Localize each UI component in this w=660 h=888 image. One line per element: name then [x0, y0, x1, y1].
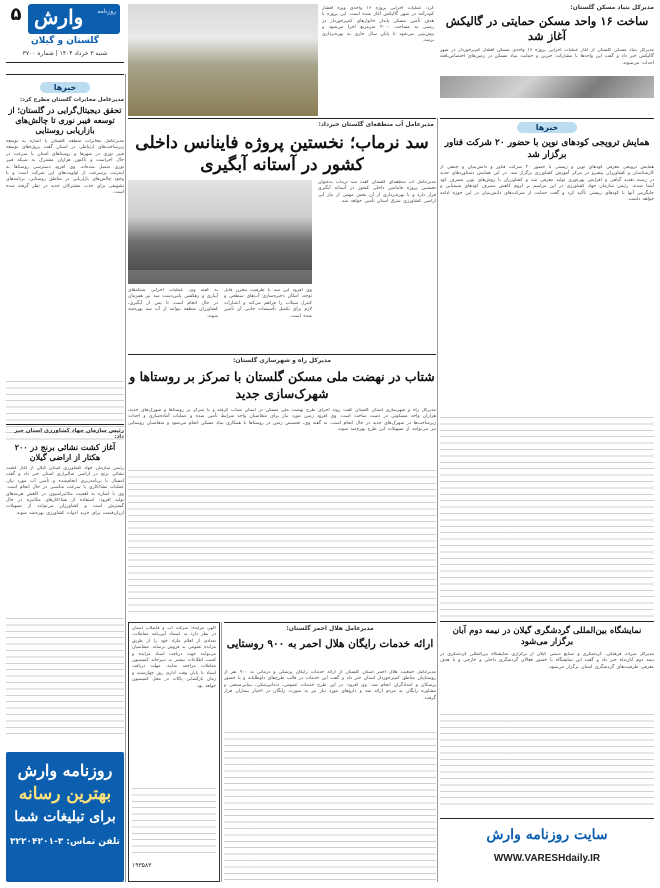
- left-mid-body-lines: [6, 618, 124, 738]
- mid-story-top-rule: [128, 354, 436, 355]
- masthead-logo: [28, 4, 120, 34]
- lower-kicker: مدیرعامل هلال احمر گلستان:: [286, 625, 374, 632]
- right-col-top-rule: [440, 118, 654, 119]
- left-mid-body: رئیس سازمان جهاد کشاورزی استان گیلان از آغاز کشت نشائی برنج در اراضی شالیزاری استان خبر داد و گفت امسال با برنامه‌ریزی انجام‌شده و تأمین آب مورد نیاز، عملیات نشاءکاری با سرعت مناسبی در حال انجام است. وی با اشاره به اهمیت مکانیزاسیون در کاهش هزینه‌های تولید افزود: استفاده از نشاءکارهای مکانیزه در حال گسترش است و کشاورزان می‌توانند از تسهیلات ارزان‌قیمت برای خرید ادوات کشاورزی بهره‌مند شوند.: [6, 466, 124, 516]
- photo-caption-bar: [128, 270, 312, 284]
- left-mid-kicker: رئیس سازمان جهاد کشاورزی استان خبر داد:: [14, 428, 124, 440]
- ad-phone: تلفن تماس: ۳-۳۲۲۰۴۲۰۱: [10, 837, 120, 847]
- issue-date: شنبه ۳ خرداد ۱۴۰۴: [59, 50, 108, 57]
- right-headline-1: همایش ترویجی کودهای نوین با حضور ۲۰ شرکت فناور برگزار شد: [444, 138, 650, 160]
- right-headline-2: نمایشگاه بین‌المللی گردشگری گیلان در نیمه دوم آبان برگزار می‌شود: [452, 626, 642, 647]
- mid-kicker: مدیرکل راه و شهرسازی گلستان:: [232, 357, 332, 364]
- top-right-story: [440, 4, 654, 114]
- right-mid-rule: [440, 621, 654, 622]
- notice-body: آگهی مزایده: شرکت آب و فاضلاب استان در نظر دارد به استناد آیین‌نامه معاملات، تعدادی از اقلام مازاد خود را از طریق مزایده عمومی به فروش برساند. متقاضیان می‌توانند جهت دریافت اسناد مزایده و کسب اطلاعات بیشتر به دبیرخانه کمیسیون معاملات مراجعه نمایند. مهلت دریافت اسناد تا پایان وقت اداری روز چهارشنبه و زمان بازگشایی پاکات در محل کمیسیون خواهد بود.: [132, 626, 216, 689]
- col-divider-notice: [221, 622, 222, 882]
- col-divider-right: [437, 118, 438, 882]
- masthead: [6, 4, 124, 72]
- notice-body-lines: [132, 788, 216, 858]
- mid-body: مدیرکل راه و شهرسازی استان گلستان گفت روند اجرای طرح نهضت ملی مسکن در استان شتاب گرفته و با تمرکز بر روستاها و شهرک‌های جدید، هزاران واحد مسکونی در دست ساخت است. وی افزود زمین مورد نیاز برای متقاضیان واجد شرایط تأمین شده و عملیات آماده‌سازی و احداث زیرساخت‌ها در شهرک‌های جدید در حال انجام است. به گفته وی، تخصیص زمین در روستاها با همکاری بنیاد مسکن انجام می‌شود و متقاضیان روستایی نیز می‌توانند از تسهیلات این طرح بهره‌مند شوند.: [128, 408, 436, 433]
- notice-code: ۱۹۳۵۸۳: [132, 862, 152, 869]
- tender-notice: [128, 622, 220, 882]
- left-top-story: [6, 82, 124, 420]
- left-mid-rule: [6, 424, 124, 425]
- right-body-2: مدیرکل میراث فرهنگی، گردشگری و صنایع دستی گیلان از برگزاری نمایشگاه بین‌المللی گردشگری در نیمه دوم آبان‌ماه خبر داد و گفت این نمایشگاه با حضور فعالان گردشگری داخلی و خارجی و با هدف معرفی ظرفیت‌های گردشگری استان برگزار می‌شود.: [440, 652, 654, 670]
- housing-site-photo: [440, 76, 654, 98]
- left-col-top-rule: [6, 74, 124, 75]
- logo-text: وارش: [34, 5, 84, 29]
- masthead-divider: [6, 62, 124, 63]
- main-kicker: مدیرعامل آب منطقه‌ای گلستان خبرداد:: [318, 121, 434, 128]
- left-mid-headline: آغاز کشت نشائی برنج در ۲۰۰ هکتار از اراضی گیلان: [14, 442, 116, 462]
- issue-label: شماره: [37, 50, 54, 57]
- col-divider-left: [125, 74, 126, 882]
- left-top-headline: تحقق دیجیتال‌گرایی در گلستان؛ از توسعه فیبر نوری تا چالش‌های بازاریابی روستایی: [8, 105, 122, 135]
- lower-body: مدیرعامل جمعیت هلال احمر استان گلستان از ارائه خدمات رایگان پزشکی و درمانی به ۹۰۰ نفر از روستاییان مناطق کم‌برخوردار استان خبر داد و گفت این خدمات در قالب طرح‌های داوطلبانه و با حضور پزشکان و امدادگران انجام شد. وی افزود: در این طرح خدمات عمومی، دندانپزشکی، بینایی‌سنجی و مشاوره رایگان به مردم ارائه شد و داروهای مورد نیاز نیز به صورت رایگان در اختیار بیماران قرار گرفت.: [224, 670, 436, 701]
- left-top-body: مدیرعامل مخابرات منطقه گلستان با اشاره به توسعه زیرساخت‌های ارتباطی در استان گفت پروژه‌های توسعه فیبر نوری در شهرها و روستاهای استان با سرعت در حال اجراست و تاکنون هزاران مشترک به شبکه فیبر نوری متصل شده‌اند. وی افزود دسترسی روستاها به اینترنت پرسرعت از اولویت‌های این شرکت است و با وجود چالش‌های بازاریابی در مناطق روستایی، برنامه‌های تشویقی برای جذب مشترکان جدید در نظر گرفته شده است.: [6, 139, 124, 196]
- issue-number: ۳۷۰۰: [22, 50, 36, 57]
- website-ad: [440, 818, 654, 882]
- press-conference-photo: [128, 180, 312, 284]
- top-right-kicker: مدیرکل بنیاد مسکن گلستان:: [570, 4, 654, 11]
- farm-field-photo: [128, 4, 318, 116]
- ad-line-2: بهترین رسانه: [18, 784, 112, 804]
- lower-headline: ارائه خدمات رایگان هلال احمر به ۹۰۰ روستایی: [226, 638, 434, 650]
- main-story-top-rule: [128, 118, 436, 119]
- top-right-headline: ساخت ۱۶ واحد مسکن حمایتی در گالیکش آغاز شد: [445, 14, 649, 43]
- page-number: ۵: [10, 4, 22, 25]
- main-headline: سد نرماب؛ نخستین پروژه فاینانس داخلی کشور در آستانه آبگیری: [135, 133, 429, 175]
- edition-label: گلستان و گیلان: [30, 36, 100, 46]
- main-body-col-1: مدیرعامل آب منطقه‌ای گلستان گفت سد نرماب به‌عنوان نخستین پروژه فاینانس داخلی کشور در آستانه آبگیری قرار دارد و با بهره‌برداری از آن بخش مهمی از نیاز آبی اراضی کشاورزی شرق استان تأمین خواهد شد.: [318, 180, 436, 205]
- vareshin-ad-box: [6, 752, 124, 882]
- right-news-box-label: خبرها: [517, 122, 577, 133]
- lower-body-lines: [224, 732, 436, 882]
- left-top-kicker: مدیرعامل مخابرات گلستان مطرح کرد:: [19, 97, 124, 103]
- right-body-1: همایش ترویجی معرفی کودهای نوین و زیستی با حضور ۲۰ شرکت فناور و دانش‌بنیان و جمعی از کارشناسان و کشاورزان پیشرو در مرکز آموزش کشاورزی برگزار شد. در این همایش دستاوردهای جدید در زمینه تغذیه گیاهی و افزایش بهره‌وری تولید معرفی شد و کشاورزان با روش‌های نوین مصرف کود آشنا شدند. رئیس سازمان جهاد کشاورزی در این مراسم بر لزوم کاهش مصرف کودهای شیمیایی و جایگزینی آنها با کودهای زیستی تأکید کرد و گفت حمایت از شرکت‌های دانش‌بنیان در این حوزه ادامه خواهد داشت.: [440, 165, 654, 203]
- ad-line-1: روزنامه وارش: [17, 761, 113, 780]
- left-news-box-label: خبرها: [40, 82, 90, 93]
- mid-headline: شتاب در نهضت ملی مسکن گلستان با تمرکز بر روستاها و شهرک‌سازی جدید: [129, 369, 435, 401]
- main-body-col-3: به گفته وی، عملیات اجرایی شبکه‌های آبیاری و زهکشی پایین‌دست سد نیز همزمان در حال انجام است تا پس از آبگیری، کشاورزان منطقه بتوانند از آب سد بهره‌مند شوند.: [128, 288, 218, 319]
- logo-subtitle: روزنامه: [97, 8, 116, 15]
- right-news-column: [440, 122, 654, 812]
- left-mid-story: [6, 428, 124, 740]
- top-right-body: مدیرکل بنیاد مسکن گلستان از آغاز عملیات اجرایی پروژه ۱۶ واحدی مسکن اقشار کم‌برخوردار در شهر گالیکش خبر داد و گفت این واحدها با مشارکت خیرین و حمایت بنیاد مسکن در زمین‌های اختصاص‌یافته احداث می‌شوند.: [440, 48, 654, 66]
- issue-line: شنبه ۳ خرداد ۱۴۰۴ | شماره ۳۷۰۰: [22, 50, 108, 57]
- ad-line-3: برای تبلیغات شما: [14, 809, 116, 825]
- main-body-col-2: وی افزود این سد با ظرفیت مخزن قابل توجه، امکان ذخیره‌سازی آب‌های سطحی و کنترل سیلاب را فراهم می‌کند و اعتبارات لازم برای تکمیل تأسیسات جانبی آن تأمین شده است.: [224, 288, 312, 319]
- right-body-1-lines: [440, 417, 654, 617]
- top-center-text: کرد: عملیات اجرایی پروژه ۱۶ واحدی ویژه اقشار کم‌درآمد در شهر گالیکش آغاز شده است. این پروژه با هدف تأمین مسکن پایدار خانوارهای کم‌برخوردار در زمینی به مساحت ۲۰۰۰ مترمربع اجرا می‌شود و پیش‌بینی می‌شود تا پایان سال جاری به بهره‌برداری برسد.: [322, 6, 434, 44]
- website-ad-url[interactable]: WWW.VARESHdaily.IR: [493, 853, 601, 864]
- lower-story-top-rule: [224, 622, 436, 623]
- right-body-2-lines: [440, 714, 654, 810]
- mid-body-lines: [128, 470, 436, 616]
- website-ad-title: سایت روزنامه وارش: [486, 827, 608, 843]
